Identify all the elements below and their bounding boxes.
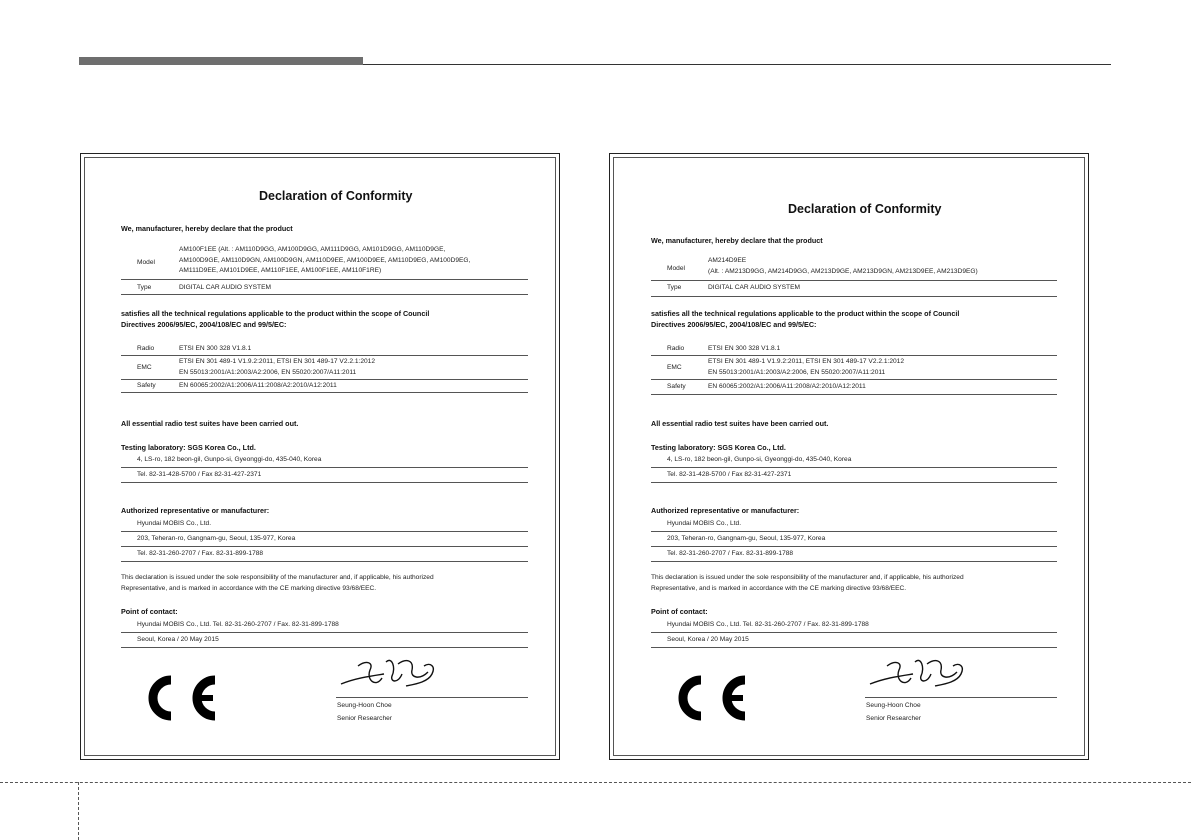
safety-value: EN 60065:2002/A1:2006/A11:2008/A2:2010/A12:2011 — [708, 383, 866, 390]
auth-address: 203, Teheran-ro, Gangnam-gu, Seoul, 135-977, Korea — [667, 535, 826, 542]
auth-heading: Authorized representative or manufacturer: — [121, 506, 270, 515]
model-label: Model — [667, 265, 685, 272]
model-value: AM214D9EE (Alt. : AM213D9GG, AM214D9GG, AM213D9GE, AM213D9GN, AM213D9EE, AM213D9EG) — [708, 257, 978, 275]
document-title: Declaration of Conformity — [788, 202, 942, 216]
auth-address: 203, Teheran-ro, Gangnam-gu, Seoul, 135-977, Korea — [137, 535, 296, 542]
model-value: AM100F1EE (Alt. : AM110D9GG, AM100D9GG, AM111D9GG, AM101D9GG, AM110D9GE, AM100D9GE, AM110D9GN, AM100D9GN, AM110D9EE, AM100D9EE, AM110D9EG, AM100D9EG, AM111D9EE, AM101D9EE, AM110F1EE, AM100F1EE, AM110F1RE) — [179, 246, 471, 275]
signature-rule — [336, 697, 528, 698]
safety-label: Safety — [667, 383, 686, 390]
auth-tel: Tel. 82-31-260-2707 / Fax. 82-31-899-1788 — [137, 550, 264, 557]
table-rule — [121, 279, 528, 280]
footer-dashed-divider — [78, 782, 79, 840]
signer-name: Seung-Hoon Choe — [866, 702, 921, 709]
table-rule — [651, 280, 1057, 281]
table-rule — [121, 546, 528, 547]
document-title: Declaration of Conformity — [259, 189, 413, 203]
table-rule — [121, 632, 528, 633]
auth-tel: Tel. 82-31-260-2707 / Fax. 82-31-899-1788 — [667, 550, 794, 557]
table-rule — [121, 647, 528, 648]
table-rule — [651, 482, 1057, 483]
table-rule — [651, 296, 1057, 297]
contact-heading: Point of contact: — [651, 607, 708, 616]
declaration-document-2 — [609, 153, 1089, 760]
signer-title: Senior Researcher — [866, 715, 921, 722]
emc-label: EMC — [137, 364, 152, 371]
contact-heading: Point of contact: — [121, 607, 178, 616]
emc-value: ETSI EN 301 489-1 V1.9.2:2011, ETSI EN 301 489-17 V2.2.1:2012 EN 55013:2001/A1:2003/A2:2006, EN 55020:2007/A11:2011 — [179, 358, 375, 376]
tests-statement: All essential radio test suites have been carried out. — [651, 419, 829, 428]
ce-mark-logo — [663, 674, 753, 722]
type-label: Type — [667, 284, 682, 291]
footer-dashed-rule — [0, 782, 1191, 783]
auth-company: Hyundai MOBIS Co., Ltd. — [667, 520, 742, 527]
table-rule — [121, 355, 528, 356]
auth-heading: Authorized representative or manufacturer: — [651, 506, 800, 515]
radio-label: Radio — [667, 345, 685, 352]
lab-tel: Tel. 82-31-428-5700 / Fax 82-31-427-2371 — [667, 471, 792, 478]
table-rule — [651, 379, 1057, 380]
auth-company: Hyundai MOBIS Co., Ltd. — [137, 520, 212, 527]
type-label: Type — [137, 284, 152, 291]
header-accent-bar — [79, 57, 363, 65]
table-rule — [121, 482, 528, 483]
safety-value: EN 60065:2002/A1:2006/A11:2008/A2:2010/A12:2011 — [179, 382, 337, 389]
table-rule — [121, 561, 528, 562]
emc-value: ETSI EN 301 489-1 V1.9.2:2011, ETSI EN 301 489-17 V2.2.1:2012 EN 55013:2001/A1:2003/A2:2006, EN 55020:2007/A11:2011 — [708, 358, 904, 376]
model-label: Model — [137, 259, 155, 266]
table-rule — [651, 546, 1057, 547]
header-rule — [363, 64, 1111, 65]
responsibility-text: This declaration is issued under the sole responsibility of the manufacturer and, if applicable, his authorized Representative, and is marked in accordance with the CE marking directive 93/68/EEC. — [651, 574, 964, 592]
signature-rule — [865, 697, 1057, 698]
table-rule — [651, 467, 1057, 468]
ce-mark-logo — [133, 674, 223, 722]
lab-heading: Testing laboratory: SGS Korea Co., Ltd. — [121, 443, 256, 452]
satisfies-text: satisfies all the technical regulations applicable to the product within the scope of Council Directives 2006/95/EC, 2004/108/EC and 99/5/EC: — [121, 309, 430, 329]
radio-value: ETSI EN 300 328 V1.8.1 — [179, 345, 252, 352]
satisfies-text: satisfies all the technical regulations applicable to the product within the scope of Council Directives 2006/95/EC, 2004/108/EC and 99/5/EC: — [651, 309, 960, 329]
table-rule — [651, 647, 1057, 648]
table-rule — [651, 394, 1057, 395]
lab-address: 4, LS-ro, 182 beon-gil, Gunpo-si, Gyeonggi-do, 435-040, Korea — [667, 456, 852, 463]
radio-label: Radio — [137, 345, 155, 352]
place-date: Seoul, Korea / 20 May 2015 — [137, 636, 219, 643]
table-rule — [121, 467, 528, 468]
safety-label: Safety — [137, 382, 156, 389]
table-rule — [651, 531, 1057, 532]
type-value: DIGITAL CAR AUDIO SYSTEM — [179, 284, 271, 291]
table-rule — [121, 379, 528, 380]
lab-heading: Testing laboratory: SGS Korea Co., Ltd. — [651, 443, 786, 452]
signer-title: Senior Researcher — [337, 715, 392, 722]
intro-text: We, manufacturer, hereby declare that the product — [121, 224, 293, 233]
contact-line: Hyundai MOBIS Co., Ltd. Tel. 82-31-260-2707 / Fax. 82-31-899-1788 — [137, 621, 339, 628]
emc-label: EMC — [667, 364, 682, 371]
radio-value: ETSI EN 300 328 V1.8.1 — [708, 345, 781, 352]
responsibility-text: This declaration is issued under the sole responsibility of the manufacturer and, if applicable, his authorized Representative, and is marked in accordance with the CE marking directive 93/68/EEC. — [121, 574, 434, 592]
table-rule — [121, 531, 528, 532]
lab-address: 4, LS-ro, 182 beon-gil, Gunpo-si, Gyeonggi-do, 435-040, Korea — [137, 456, 322, 463]
contact-line: Hyundai MOBIS Co., Ltd. Tel. 82-31-260-2707 / Fax. 82-31-899-1788 — [667, 621, 869, 628]
table-rule — [121, 294, 528, 295]
signature-image — [336, 654, 446, 694]
type-value: DIGITAL CAR AUDIO SYSTEM — [708, 284, 800, 291]
tests-statement: All essential radio test suites have been carried out. — [121, 419, 299, 428]
table-rule — [651, 355, 1057, 356]
place-date: Seoul, Korea / 20 May 2015 — [667, 636, 749, 643]
table-rule — [651, 632, 1057, 633]
declaration-document-1 — [80, 153, 560, 760]
table-rule — [651, 561, 1057, 562]
signature-image — [865, 654, 975, 694]
signer-name: Seung-Hoon Choe — [337, 702, 392, 709]
lab-tel: Tel. 82-31-428-5700 / Fax 82-31-427-2371 — [137, 471, 262, 478]
table-rule — [121, 392, 528, 393]
intro-text: We, manufacturer, hereby declare that the product — [651, 236, 823, 245]
